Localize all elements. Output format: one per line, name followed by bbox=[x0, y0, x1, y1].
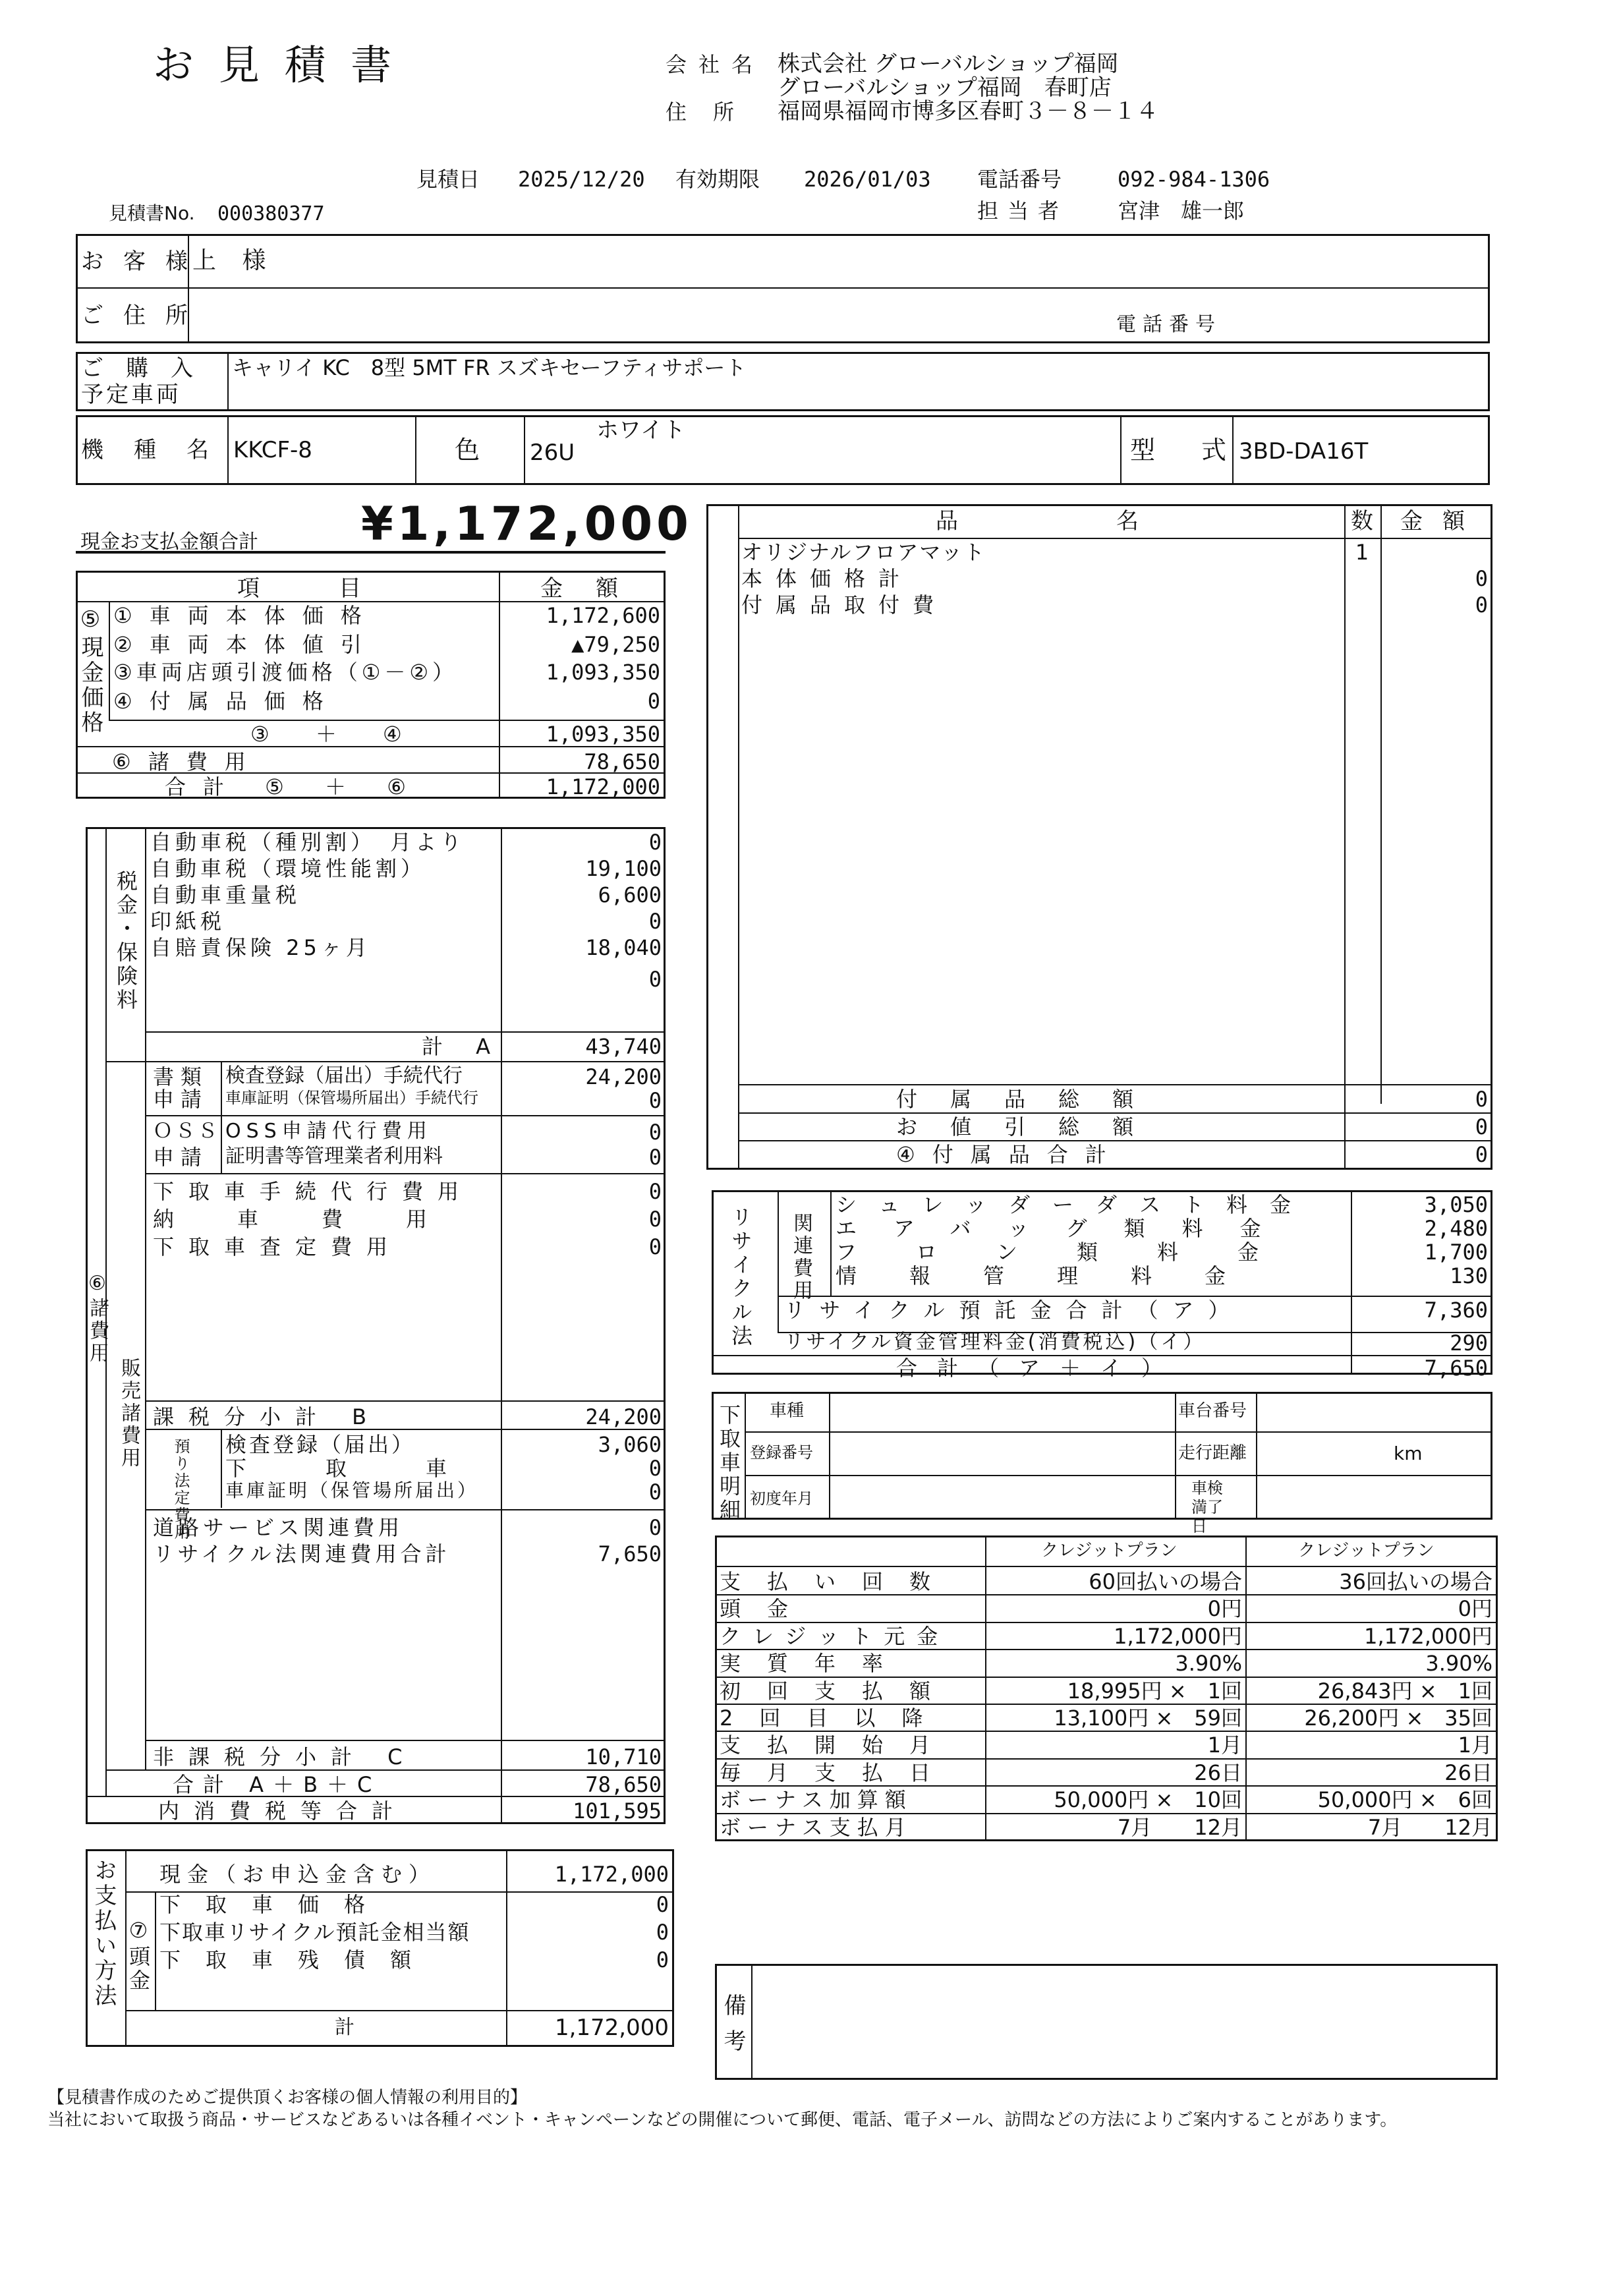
accessory-total-label: ④付属品合計 bbox=[896, 1142, 1123, 1167]
taxable-subtotal: 24,200 bbox=[585, 1404, 662, 1429]
credit-plan2-value: 1,172,000円 bbox=[1364, 1624, 1492, 1649]
price-item-amount: 1,093,350 bbox=[546, 722, 660, 747]
credit-plan2-value: 26,843円 × 1回 bbox=[1317, 1679, 1492, 1704]
credit-plan2-value: 50,000円 × 6回 bbox=[1317, 1787, 1492, 1812]
recycle-item-label: リサイクル資金管理料金(消費税込)（イ） bbox=[784, 1331, 1206, 1354]
credit-plan2-value: 1月 bbox=[1458, 1733, 1492, 1758]
credit-plan1-value: 26日 bbox=[1194, 1760, 1242, 1785]
address-label: 住所 bbox=[666, 100, 761, 125]
credit-plan1-value: 60回払いの場合 bbox=[1089, 1569, 1242, 1594]
price-item-label: ③ ＋ ④ bbox=[250, 722, 422, 747]
phone-label: 電話番号 bbox=[977, 167, 1062, 192]
recycle-item-label: フロン類料金 bbox=[836, 1240, 1319, 1265]
tax-item-label: 自動車重量税 bbox=[150, 882, 301, 907]
row-divider bbox=[715, 1758, 1498, 1760]
recycle-item-label: 合計（ア＋イ） bbox=[896, 1356, 1183, 1381]
accessory-amount: 0 bbox=[1475, 592, 1488, 617]
accessory-qty: 1 bbox=[1355, 540, 1369, 565]
sales-expenses-label: 販売諸費用 bbox=[117, 1358, 140, 1470]
footer-line-1: 【見積書作成のためご提供頂くお客様の個人情報の利用目的】 bbox=[47, 2088, 528, 2108]
cash-price-side-label: ⑤現金価格 bbox=[77, 606, 103, 735]
doc-item-label: 検査登録（届出）手続代行 bbox=[225, 1064, 463, 1087]
row-divider bbox=[145, 1031, 666, 1033]
recycle-item-label: 情報管理料金 bbox=[836, 1263, 1279, 1288]
total-label: 現金お支払金額合計 bbox=[80, 531, 258, 554]
deposit-item-amount: 3,060 bbox=[598, 1432, 662, 1457]
recycle-item-amount: 7,650 bbox=[1424, 1356, 1488, 1381]
payment-item-amount: 0 bbox=[656, 1947, 669, 1972]
valid-until-label: 有効期限 bbox=[675, 167, 760, 192]
row-divider bbox=[715, 1785, 1498, 1787]
tradein-inspection-label: 車検満了日 bbox=[1191, 1479, 1223, 1535]
price-item-label: ③車両店頭引渡価格（①－②） bbox=[113, 660, 458, 685]
credit-plan1-value: 7月 12月 bbox=[1117, 1815, 1242, 1840]
color-code: 26U bbox=[530, 440, 575, 466]
sales-item-amount: 0 bbox=[648, 1207, 662, 1232]
staff-name: 宮津 雄一郎 bbox=[1118, 198, 1245, 223]
tradein-reg-label: 登録番号 bbox=[750, 1443, 813, 1462]
accessories-col-amount: 金額 bbox=[1400, 508, 1485, 534]
accessory-total-label: お値引総額 bbox=[896, 1114, 1167, 1139]
deposit-item-label: 車庫証明（保管場所届出） bbox=[225, 1479, 479, 1501]
credit-plan1-value: 0円 bbox=[1207, 1596, 1242, 1621]
tradein-side-label: 下取車明細 bbox=[716, 1404, 741, 1522]
tradein-first-reg-label: 初度年月 bbox=[750, 1489, 813, 1508]
company-name: 株式会社 グローバルショップ福岡 bbox=[778, 51, 1119, 77]
type-label: 型式 bbox=[1130, 436, 1273, 465]
payment-total: 1,172,000 bbox=[554, 2015, 669, 2041]
type-value: 3BD-DA16T bbox=[1239, 438, 1369, 465]
tax-item-label: 自動車税（種別割） 月より bbox=[150, 830, 466, 855]
tax-insurance-label: 税金・保険料 bbox=[113, 870, 138, 1012]
price-item-amount: 0 bbox=[647, 689, 660, 714]
accessories-col-name: 品名 bbox=[936, 508, 1297, 534]
footer-line-2: 当社において取扱う商品・サービスなどあるいは各種イベント・キャンペーンなどの開催について郵便、電話、電子メール、訪問などの方法によりご案内することがあります。 bbox=[47, 2110, 1398, 2130]
valid-until: 2026/01/03 bbox=[804, 167, 931, 192]
credit-plan1-value: 18,995円 × 1回 bbox=[1067, 1679, 1242, 1704]
credit-plan-header-2: クレジットプラン bbox=[1298, 1541, 1434, 1561]
accessory-total-amount: 0 bbox=[1475, 1114, 1488, 1139]
credit-row-label: 支払開始月 bbox=[720, 1733, 957, 1758]
tax-item-amount: 0 bbox=[648, 967, 662, 992]
tax-item-amount: 18,040 bbox=[585, 935, 662, 960]
payment-side-label: お支払い方法 bbox=[90, 1858, 117, 2009]
tradein-car-label: 車種 bbox=[770, 1401, 805, 1421]
price-item-amount: 78,650 bbox=[584, 749, 660, 774]
oss-item-label: OSS申請代行費用 bbox=[225, 1120, 432, 1143]
payment-item-label: 下取車リサイクル預託金相当額 bbox=[159, 1920, 470, 1945]
price-item-label: 合計 ⑤ ＋ ⑥ bbox=[165, 774, 423, 799]
credit-plan2-value: 36回払いの場合 bbox=[1339, 1569, 1492, 1594]
price-item-amount: 1,172,000 bbox=[546, 774, 660, 799]
payment-item-label: 現金（お申込金含む） bbox=[159, 1862, 437, 1887]
tax-item-amount: 6,600 bbox=[598, 882, 662, 907]
vehicle-name: キャリイ KC 8型 5MT FR スズキセーフティサポート bbox=[232, 355, 747, 380]
credit-row-label: ボーナス支払月 bbox=[720, 1815, 913, 1840]
sales-item-label: 下取車査定費用 bbox=[153, 1234, 403, 1259]
customer-name-label: お客様 bbox=[81, 248, 208, 275]
oss-label-2: 申請 bbox=[153, 1145, 209, 1170]
oss-item-amount: 0 bbox=[648, 1145, 662, 1170]
vehicle-label-1: ご購入 bbox=[81, 355, 215, 382]
payment-item-amount: 0 bbox=[656, 1892, 669, 1917]
recycle-item-amount: 290 bbox=[1450, 1331, 1488, 1356]
credit-row-label: 2回目以降 bbox=[720, 1706, 950, 1731]
nontax-subtotal-label: 非課税分小計 C bbox=[153, 1744, 417, 1769]
credit-plan1-value: 3.90% bbox=[1175, 1651, 1242, 1676]
quote-number-label: 見積書No. bbox=[109, 202, 195, 224]
credit-plan2-value: 0円 bbox=[1458, 1596, 1492, 1621]
doc-label-1: 書類 bbox=[153, 1064, 209, 1089]
tax-item-amount: 0 bbox=[648, 830, 662, 855]
price-item-label: ④付属品価格 bbox=[113, 689, 341, 714]
price-item-amount: 1,093,350 bbox=[546, 660, 660, 685]
row-divider bbox=[715, 1813, 1498, 1814]
quote-number: 000380377 bbox=[217, 202, 325, 225]
document-title: お見積書 bbox=[153, 41, 417, 89]
recycle-side-label: リサイクル法 bbox=[728, 1206, 753, 1348]
price-col-item: 項目 bbox=[237, 575, 440, 602]
quote-date: 2025/12/20 bbox=[518, 167, 645, 192]
recycle-item-amount: 130 bbox=[1450, 1263, 1488, 1288]
quote-date-label: 見積日 bbox=[416, 167, 480, 192]
sales-item-label: 納車費用 bbox=[153, 1207, 491, 1232]
tradein-mileage-label: 走行距離 bbox=[1178, 1443, 1247, 1463]
recycle-item-label: エアバッグ類料金 bbox=[836, 1216, 1298, 1241]
deposit-item-label: 検査登録（届出） bbox=[225, 1432, 416, 1457]
recycle-item-amount: 1,700 bbox=[1424, 1240, 1488, 1265]
consumption-tax-label: 内消費税等合計 bbox=[158, 1798, 408, 1823]
model-label: 機種名 bbox=[81, 437, 239, 463]
price-col-amount: 金額 bbox=[540, 575, 651, 602]
vehicle-label-2: 予定車両 bbox=[81, 382, 181, 408]
color-label: 色 bbox=[455, 436, 480, 465]
consumption-tax: 101,595 bbox=[573, 1798, 662, 1823]
accessory-total-label: 付属品総額 bbox=[896, 1087, 1167, 1112]
customer-name: 上 様 bbox=[192, 247, 275, 274]
sales-item-label: 下取車手続代行費用 bbox=[153, 1179, 474, 1204]
total-amount: ¥1,172,000 bbox=[361, 497, 693, 551]
recycle-item-label: リサイクル預託金合計（ア） bbox=[784, 1298, 1244, 1323]
payment-item-amount: 0 bbox=[656, 1920, 669, 1945]
row-divider bbox=[715, 1594, 1498, 1595]
nontax-subtotal: 10,710 bbox=[585, 1744, 662, 1769]
credit-plan-header-1: クレジットプラン bbox=[1041, 1541, 1178, 1561]
tax-item-label: 自賠責保険 25ヶ月 bbox=[150, 935, 371, 960]
recycle-item-amount: 3,050 bbox=[1424, 1192, 1488, 1217]
tradein-chassis-label: 車台番号 bbox=[1178, 1401, 1247, 1421]
oss-label-1: ＯＳＳ bbox=[153, 1120, 220, 1143]
price-item-label: ②車両本体値引 bbox=[113, 632, 379, 657]
row-divider bbox=[715, 1622, 1498, 1623]
company-phone: 092-984-1306 bbox=[1118, 167, 1270, 192]
deposit-item-amount: 0 bbox=[648, 1479, 662, 1505]
credit-plan2-value: 7月 12月 bbox=[1367, 1815, 1492, 1840]
credit-row-label: 支払い回数 bbox=[720, 1569, 957, 1594]
doc-item-label: 車庫証明（保管場所届出）手続代行 bbox=[225, 1089, 478, 1107]
customer-phone-label: 電話番号 bbox=[1116, 313, 1222, 336]
company-label: 会社名 bbox=[666, 52, 765, 77]
credit-plan1-value: 1,172,000円 bbox=[1114, 1624, 1242, 1649]
credit-row-label: クレジット元金 bbox=[720, 1624, 950, 1649]
deposit-label: 預り法定費用 bbox=[171, 1438, 190, 1541]
payment-total-label: 計 bbox=[335, 2016, 355, 2039]
tax-item-label: 自動車税（環境性能割） bbox=[150, 856, 426, 881]
recycle-item-amount: 7,360 bbox=[1424, 1298, 1488, 1323]
tax-item-amount: 0 bbox=[648, 909, 662, 934]
model-value: KKCF-8 bbox=[233, 437, 312, 463]
road-item-amount: 0 bbox=[648, 1515, 662, 1540]
road-item-amount: 7,650 bbox=[598, 1541, 662, 1566]
row-divider bbox=[715, 1704, 1498, 1705]
price-item-label: ⑥諸費用 bbox=[112, 749, 263, 774]
oss-item-amount: 0 bbox=[648, 1120, 662, 1145]
credit-row-label: 毎月支払日 bbox=[720, 1760, 957, 1785]
accessory-name: 付属品取付費 bbox=[741, 592, 948, 617]
tradein-mileage-unit: km bbox=[1394, 1443, 1423, 1464]
credit-plan2-value: 3.90% bbox=[1425, 1651, 1492, 1676]
recycle-item-label: シュレッダーダスト料金 bbox=[836, 1192, 1314, 1217]
payment-item-amount: 1,172,000 bbox=[554, 1862, 669, 1887]
price-item-amount: 1,172,600 bbox=[546, 603, 660, 628]
credit-row-label: ボーナス加算額 bbox=[720, 1787, 913, 1812]
sales-item-amount: 0 bbox=[648, 1234, 662, 1259]
expenses-total-label: 合計 A＋B＋C bbox=[173, 1772, 382, 1797]
doc-item-amount: 0 bbox=[648, 1088, 662, 1113]
recycle-item-amount: 2,480 bbox=[1424, 1216, 1488, 1241]
tax-item-label: 印紙税 bbox=[150, 909, 226, 934]
accessory-name: 本体価格計 bbox=[741, 566, 913, 591]
accessories-col-qty: 数 bbox=[1351, 508, 1373, 534]
deposit-item-amount: 0 bbox=[648, 1456, 662, 1481]
accessory-name: オリジナルフロアマット bbox=[741, 540, 986, 565]
company-address: 福岡県福岡市博多区春町３－８－１４ bbox=[778, 98, 1158, 125]
payment-item-label: 下取車価格 bbox=[159, 1892, 391, 1917]
row-divider bbox=[715, 1677, 1498, 1678]
accessory-total-amount: 0 bbox=[1475, 1087, 1488, 1112]
credit-plan2-value: 26,200円 × 35回 bbox=[1304, 1706, 1492, 1731]
accessory-amount: 0 bbox=[1475, 566, 1488, 591]
credit-plan1-value: 50,000円 × 10回 bbox=[1054, 1787, 1242, 1812]
remarks-label: 備考 bbox=[720, 1994, 746, 2065]
taxable-subtotal-label: 課税分小計 B bbox=[153, 1404, 382, 1429]
subtotal-a-label: 計 A bbox=[422, 1034, 504, 1059]
road-item-label: リサイクル法関連費用合計 bbox=[153, 1541, 451, 1566]
row-divider bbox=[715, 1649, 1498, 1650]
credit-row-label: 実質年率 bbox=[720, 1651, 910, 1676]
expenses-total: 78,650 bbox=[585, 1772, 662, 1797]
doc-item-amount: 24,200 bbox=[585, 1064, 662, 1089]
price-item-label: ①車両本体価格 bbox=[113, 603, 379, 628]
deposit-item-label: 下取車 bbox=[225, 1456, 526, 1481]
down-payment-label: ⑦頭金 bbox=[126, 1918, 151, 1993]
tax-item-amount: 19,100 bbox=[585, 856, 662, 881]
remarks-box bbox=[715, 1964, 1498, 2080]
credit-row-label: 初回支払額 bbox=[720, 1679, 957, 1704]
sales-item-amount: 0 bbox=[648, 1179, 662, 1204]
customer-address-label: ご住所 bbox=[81, 302, 208, 329]
accessory-total-amount: 0 bbox=[1475, 1142, 1488, 1167]
expenses-side-label: ⑥諸費用 bbox=[86, 1272, 109, 1365]
row-divider bbox=[715, 1731, 1498, 1732]
recycle-sub-label: 関連費用 bbox=[789, 1213, 812, 1302]
credit-plan1-value: 1月 bbox=[1207, 1733, 1242, 1758]
credit-plan2-value: 26日 bbox=[1444, 1760, 1492, 1785]
credit-plan1-value: 13,100円 × 59回 bbox=[1054, 1706, 1242, 1731]
road-item-label: 道路サービス関連費用 bbox=[153, 1515, 404, 1540]
staff-label: 担当者 bbox=[977, 198, 1069, 223]
credit-row-label: 頭金 bbox=[720, 1596, 815, 1621]
doc-label-2: 申請 bbox=[153, 1087, 209, 1112]
customer-box bbox=[76, 234, 1490, 343]
branch-name: グローバルショップ福岡 春町店 bbox=[778, 74, 1112, 101]
color-name: ホワイト bbox=[596, 417, 685, 444]
oss-item-label: 証明書等管理業者利用料 bbox=[225, 1145, 443, 1168]
payment-item-label: 下取車残債額 bbox=[159, 1947, 437, 1972]
subtotal-a: 43,740 bbox=[585, 1034, 662, 1059]
price-item-amount: ▲79,250 bbox=[571, 632, 660, 657]
